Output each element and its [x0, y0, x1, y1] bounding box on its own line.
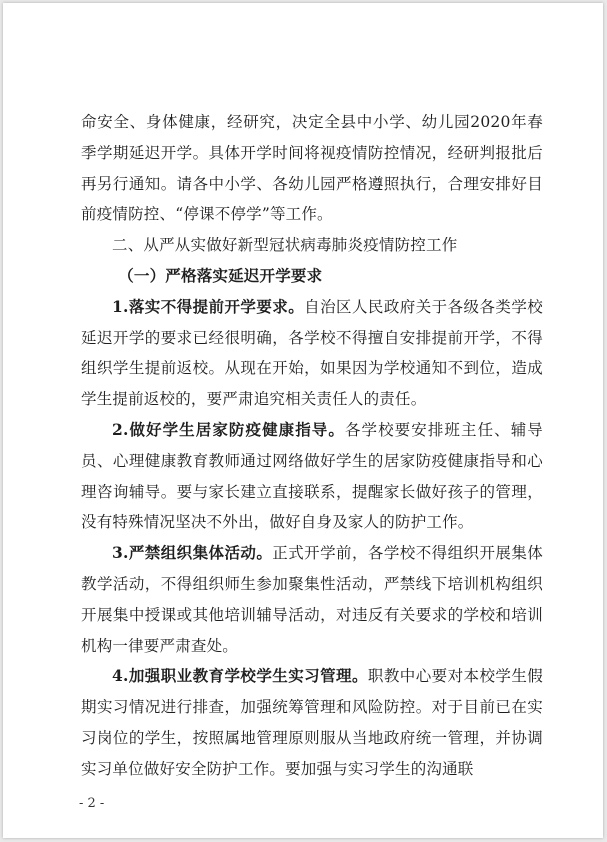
- paragraph-item-1: [81, 292, 543, 415]
- subsection-heading: [81, 261, 543, 292]
- section-heading: [81, 230, 543, 261]
- document-body: [81, 107, 543, 785]
- item-1-lead: 1.落实不得提前开学要求。: [112, 296, 305, 316]
- section-heading-text: 二、从严从实做好新型冠状病毒肺炎疫情防控工作: [112, 236, 458, 255]
- item-4-text: 职教中心要对本校学生假期实习情况进行排查，加强统筹管理和风险防控。对于目前已在实习岗位的学生，按照属地管理原则服从当地政府统一管理，并协调实习单位做好安全防护工作。要加强与实习学生的沟通联: [81, 667, 543, 778]
- item-3-text: 正式开学前，各学校不得组织开展集体教学活动，不得组织师生参加聚集性活动，严禁线下培训机构组织开展集中授课或其他培训辅导活动，对违反有关要求的学校和培训机构一律要严肃查处。: [81, 544, 543, 655]
- paragraph-text: 命安全、身体健康，经研究，决定全县中小学、幼儿园2020年春季学期延迟开学。具体开学时间将视疫情防控情况，经研判报批后再另行通知。请各中小学、各幼儿园严格遵照执行，合理安排好目前疫情防控、“停课不停学”等工作。: [81, 113, 543, 224]
- paragraph-item-4: [81, 661, 543, 784]
- paragraph-continuation: [81, 107, 543, 230]
- item-3-lead: 3.严禁组织集体活动。: [112, 543, 273, 563]
- page-number: - 2 -: [79, 796, 105, 811]
- item-1-text: 自治区人民政府关于各级各类学校延迟开学的要求已经很明确，各学校不得擅自安排提前开学，不得组织学生提前返校。从现在开始，如果因为学校通知不到位，造成学生提前返校的，要严肃追究相关责任人的责任。: [81, 297, 543, 409]
- item-2-lead: 2.做好学生居家防疫健康指导。: [112, 419, 345, 439]
- item-2-text: 各学校要安排班主任、辅导员、心理健康教育教师通过网络做好学生的居家防疫健康指导和心理咨询辅导。要与家长建立直接联系，提醒家长做好孩子的管理，没有特殊情况坚决不外出，做好自身及家人的防护工作。: [81, 420, 543, 532]
- paragraph-item-2: [81, 415, 543, 538]
- subsection-heading-text: （一）严格落实延迟开学要求: [118, 265, 323, 285]
- paragraph-item-3: [81, 538, 543, 661]
- item-4-lead: 4.加强职业教育学校学生实习管理。: [112, 666, 368, 686]
- document-page: [3, 3, 603, 838]
